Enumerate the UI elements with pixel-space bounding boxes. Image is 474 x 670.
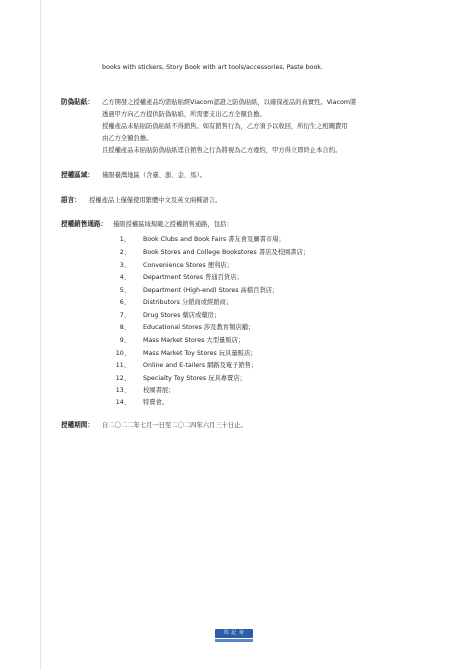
channel-number: 11、 <box>115 362 130 369</box>
channel-item: Mass Market Toy Stores 玩具量販店； <box>143 350 257 357</box>
seal-stamp: 印 記 章 <box>215 629 253 638</box>
channels-heading: 授權銷售通路： <box>61 220 108 228</box>
anti-counterfeit-line-3: 授權產品未貼貼防偽貼紙不得銷售。如有銷售行為，乙方須予以收回，所衍生之相關費用 <box>102 123 348 130</box>
channel-number: 12、 <box>115 375 130 382</box>
channel-number: 3、 <box>119 262 130 269</box>
channel-number: 4、 <box>119 274 130 281</box>
channel-number: 10、 <box>115 350 130 357</box>
channel-item: Distributors 分銷商或經銷商； <box>143 299 233 306</box>
channel-item: Book Stores and College Bookstores 書店及校園書店； <box>143 249 310 256</box>
channel-item: Book Clubs and Book Fairs 書友會及圖書市場； <box>143 236 285 243</box>
scan-edge-line <box>40 0 41 670</box>
channel-number: 2、 <box>119 249 130 256</box>
seal-stamp-underline <box>215 639 253 642</box>
channels-text: 僅限授權區域規範之授權銷售通路，包括： <box>113 221 233 228</box>
anti-counterfeit-line-2: 透過甲方向乙方提供防偽貼紙，所需要支出乙方全額負擔。 <box>102 111 266 118</box>
anti-counterfeit-heading: 防偽貼紙： <box>61 98 94 106</box>
territory-heading: 授權區域： <box>61 171 94 179</box>
channel-item: Mass Market Stores 大型量販店； <box>143 337 245 344</box>
channel-item: Department (High-end) Stores 高檔百貨店； <box>143 287 279 294</box>
channel-item: Drug Stores 藥店或藥房； <box>143 312 221 319</box>
channel-number: 13、 <box>115 387 130 394</box>
channel-item: Educational Stores 涉及教育類店舖； <box>143 324 255 331</box>
channel-number: 14、 <box>115 399 130 406</box>
intro-line: books with stickers, Story Book with art tools/accessories, Paste book. <box>102 64 323 71</box>
channel-number: 5、 <box>119 287 130 294</box>
term-text: 自二〇二二年七月一日至二〇二四年六月三十日止。 <box>102 422 247 429</box>
channel-item: 校園書展； <box>143 387 175 394</box>
channel-item: Specialty Toy Stores 玩具專賣店； <box>143 375 246 382</box>
territory-text: 僅限臺灣地區（含臺、澎、金、馬）。 <box>102 172 206 179</box>
anti-counterfeit-line-4: 由乙方全額負擔。 <box>102 135 153 142</box>
channel-item: Department Stores 普通百貨店； <box>143 274 243 281</box>
channel-item: 特賣會。 <box>143 399 169 406</box>
term-heading: 授權期間： <box>61 421 94 429</box>
channel-number: 7、 <box>119 312 130 319</box>
channel-number: 1、 <box>119 236 130 243</box>
channel-number: 8、 <box>119 324 130 331</box>
anti-counterfeit-line-1: 乙方開發之授權產品均需貼貼經Viacom認證之防偽貼紙，以確保產品的真實性。Viacom將 <box>102 99 357 106</box>
channel-item: Online and E-tailers 網路及電子銷售； <box>143 362 258 369</box>
language-heading: 語言： <box>61 196 81 204</box>
anti-counterfeit-line-5: 且授權產品未貼貼防偽貼紙逕自銷售之行為將視為乙方違約，甲方得立即終止本合約。 <box>102 147 342 154</box>
channel-number: 9、 <box>119 337 130 344</box>
language-text: 授權產品上僅僅使用繁體中文及英文兩種語言。 <box>89 197 222 204</box>
channel-item: Convenience Stores 便利店； <box>143 262 233 269</box>
channel-number: 6、 <box>119 299 130 306</box>
